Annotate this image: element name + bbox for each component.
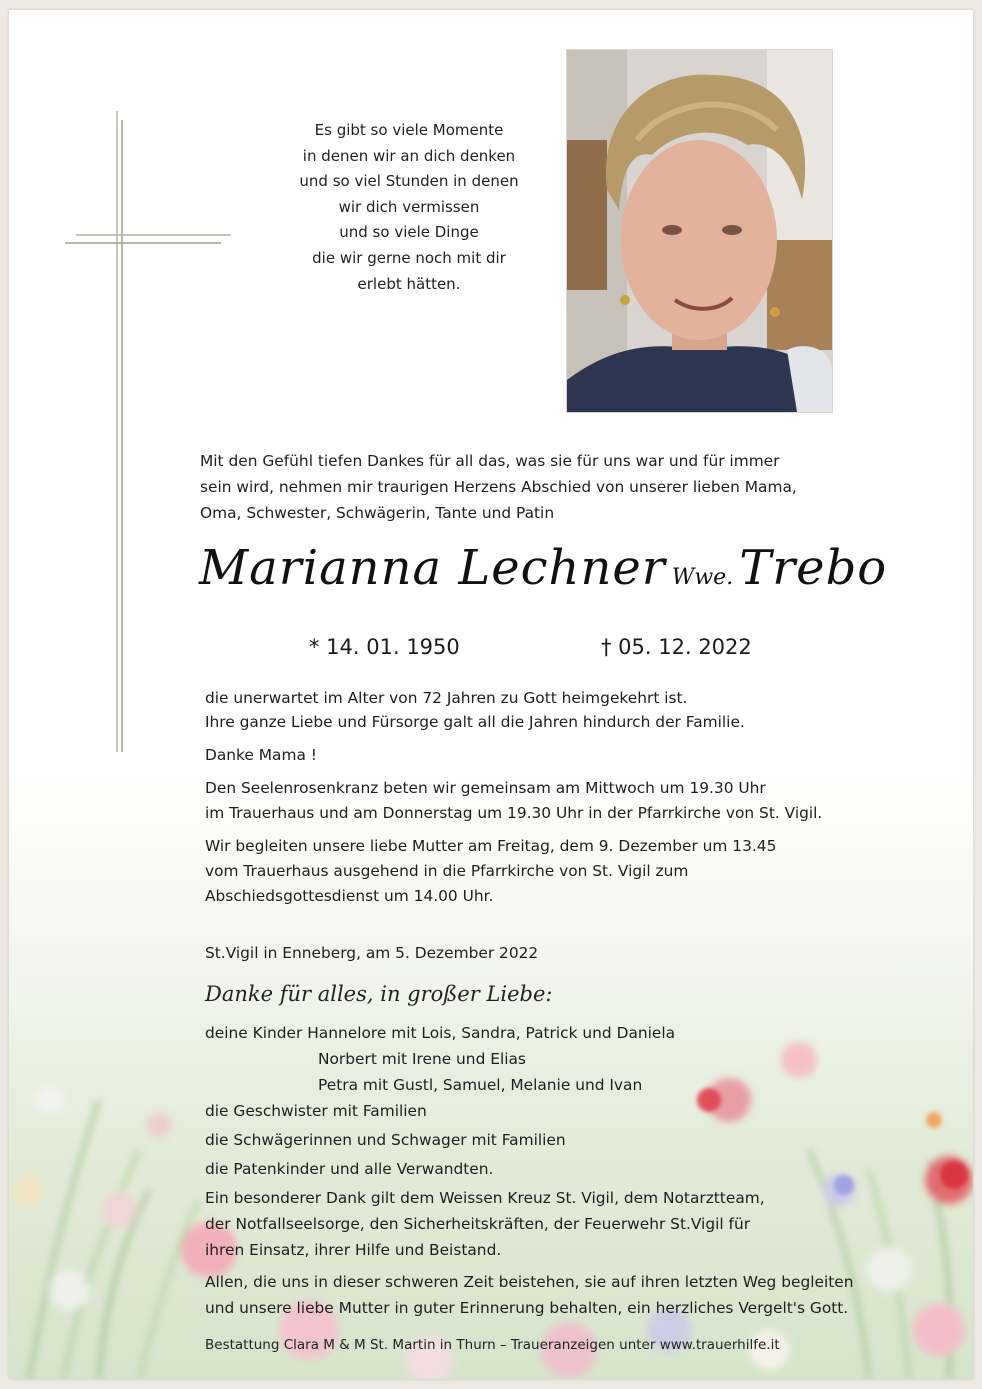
relatives-line: die Geschwister mit Familien bbox=[205, 1102, 427, 1120]
age-line: die unerwartet im Alter von 72 Jahren zu Gott heimgekehrt ist. bbox=[205, 689, 688, 707]
children-sub-line: Petra mit Gustl, Samuel, Melanie und Ivan bbox=[318, 1076, 643, 1094]
relatives-line: die Patenkinder und alle Verwandten. bbox=[205, 1160, 494, 1178]
funeral-line: vom Trauerhaus ausgehend in die Pfarrkirche von St. Vigil zum bbox=[205, 862, 689, 880]
deceased-name bbox=[199, 540, 919, 620]
name-first-last: Marianna Lechner bbox=[199, 540, 666, 596]
special-thanks-line: ihren Einsatz, ihrer Hilfe und Beistand. bbox=[205, 1241, 502, 1259]
poem-line: wir dich vermissen bbox=[338, 197, 480, 216]
funeral-line: Wir begleiten unsere liebe Mutter am Freitag, dem 9. Dezember um 13.45 bbox=[205, 837, 777, 855]
birth-date: * 14. 01. 1950 bbox=[309, 635, 460, 659]
special-thanks-line: Ein besonderer Dank gilt dem Weissen Kreuz St. Vigil, dem Notarztteam, bbox=[205, 1189, 765, 1207]
final-thanks-line: Allen, die uns in dieser schweren Zeit beistehen, sie auf ihren letzten Weg begleiten bbox=[205, 1273, 854, 1291]
poem-line: in denen wir an dich denken bbox=[302, 146, 516, 165]
closing-script: Danke für alles, in großer Liebe: bbox=[205, 982, 553, 1006]
poem bbox=[239, 118, 579, 297]
rosary-line: Den Seelenrosenkranz beten wir gemeinsam am Mittwoch um 19.30 Uhr bbox=[205, 779, 766, 797]
children-line: deine Kinder Hannelore mit Lois, Sandra, Patrick und Daniela bbox=[205, 1024, 676, 1042]
relatives-line: die Schwägerinnen und Schwager mit Familien bbox=[205, 1131, 566, 1149]
age-line: Ihre ganze Liebe und Fürsorge galt all die Jahren hindurch der Familie. bbox=[205, 713, 745, 731]
poem-line: und so viel Stunden in denen bbox=[299, 172, 519, 191]
rosary-line: im Trauerhaus und am Donnerstag um 19.30 Uhr in der Pfarrkirche von St. Vigil. bbox=[205, 804, 823, 822]
thanks-mama: Danke Mama ! bbox=[205, 746, 317, 764]
children-sub-line: Norbert mit Irene und Elias bbox=[318, 1050, 526, 1068]
special-thanks-line: der Notfallseelsorge, den Sicherheitskräften, der Feuerwehr St.Vigil für bbox=[205, 1215, 751, 1233]
place-date: St.Vigil in Enneberg, am 5. Dezember 2022 bbox=[205, 944, 539, 962]
poem-line: Es gibt so viele Momente bbox=[314, 121, 504, 139]
portrait-photo bbox=[566, 49, 833, 413]
final-thanks-line: und unsere liebe Mutter in guter Erinnerung behalten, ein herzliches Vergelt's Gott. bbox=[205, 1299, 849, 1317]
intro-line: sein wird, nehmen mir traurigen Herzens Abschied von unserer lieben Mama, bbox=[200, 478, 797, 496]
cross-icon bbox=[9, 10, 249, 770]
poem-line: erlebt hätten. bbox=[357, 274, 461, 293]
obituary-card bbox=[9, 10, 973, 1379]
name-maiden: Trebo bbox=[739, 540, 888, 596]
name-widow-prefix: Wwe. bbox=[671, 565, 734, 590]
intro-line: Oma, Schwester, Schwägerin, Tante und Patin bbox=[200, 504, 555, 522]
funeral-line: Abschiedsgottesdienst um 14.00 Uhr. bbox=[205, 887, 494, 905]
footer-funeral-home: Bestattung Clara M & M St. Martin in Thurn – Traueranzeigen unter www.trauerhilfe.it bbox=[205, 1337, 780, 1353]
death-date: † 05. 12. 2022 bbox=[601, 635, 752, 659]
poem-line: und so viele Dinge bbox=[339, 223, 479, 242]
poem-line: die wir gerne noch mit dir bbox=[312, 248, 506, 267]
portrait-illustration bbox=[567, 50, 832, 412]
intro-line: Mit den Gefühl tiefen Dankes für all das, was sie für uns war und für immer bbox=[200, 452, 780, 470]
